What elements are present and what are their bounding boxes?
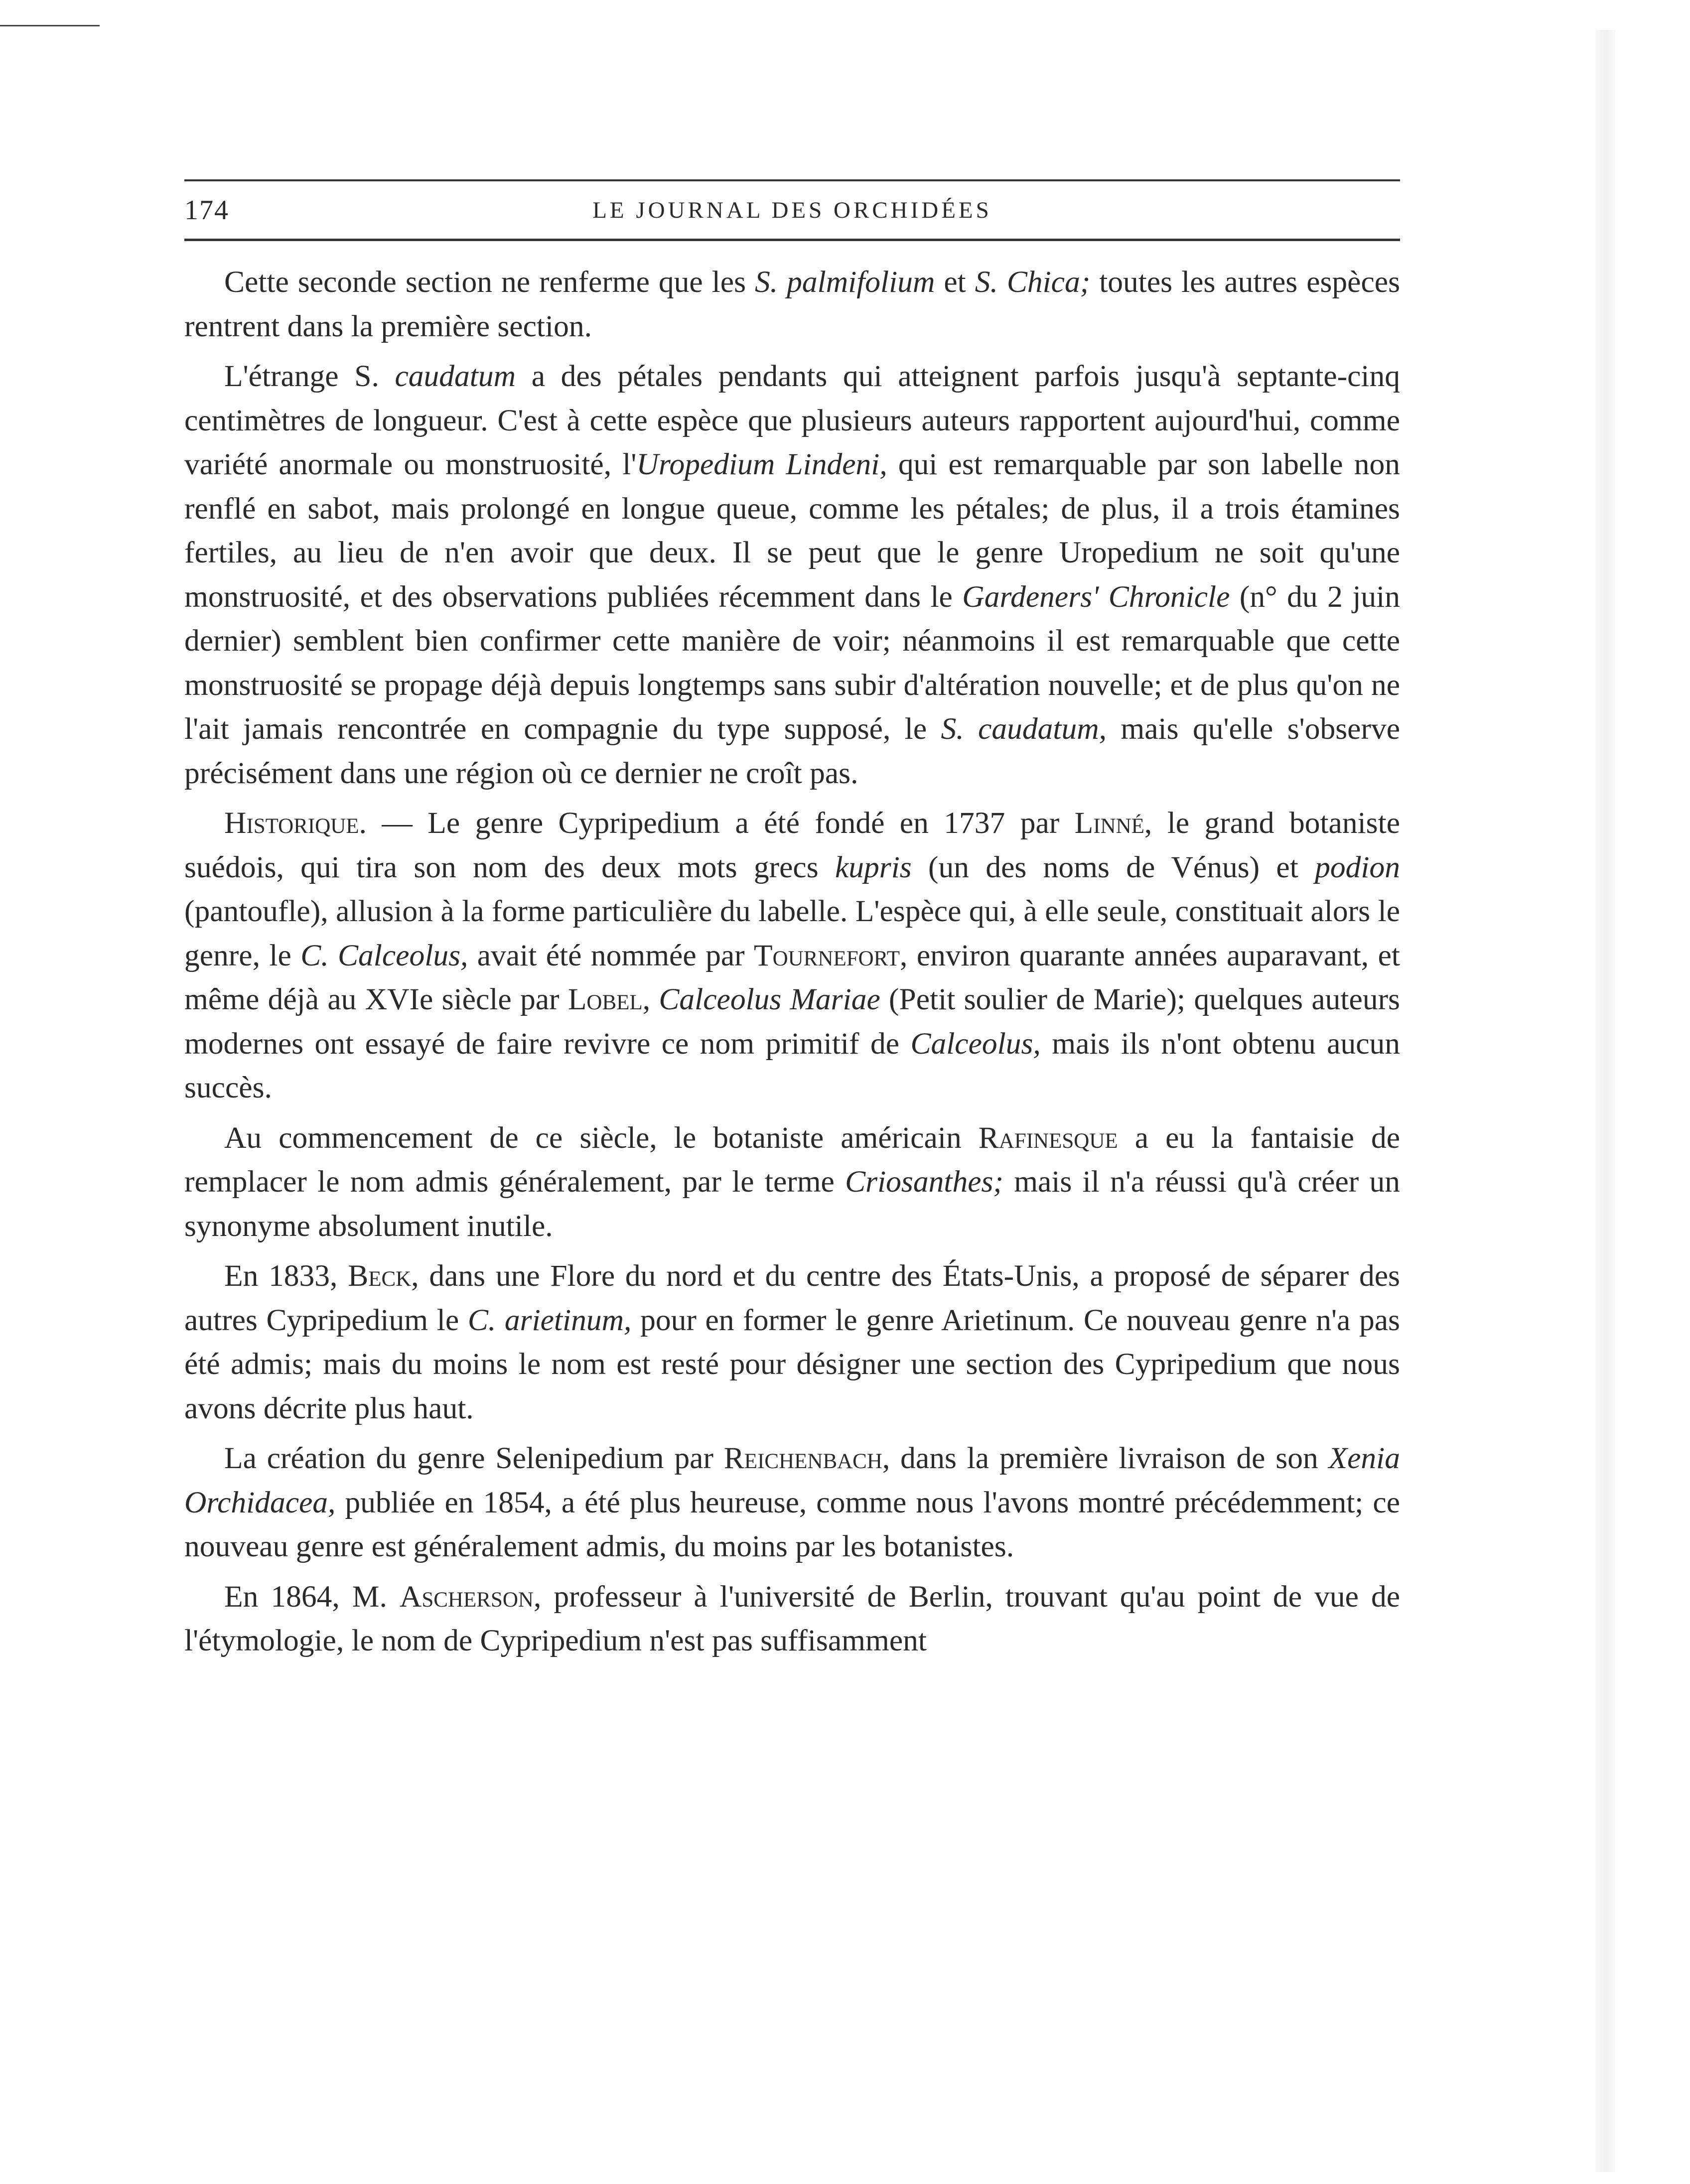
text-run: pour en former le genre Arietinum. Ce nouveau genre n'a pas été admis; mais du moins le nom est resté pour désigner une section des Cypripedium que nous avons décrite plus haut. bbox=[184, 1303, 1400, 1425]
text-run: Cette seconde section ne renferme que les bbox=[224, 265, 755, 299]
italic-text: C. Calceolus, bbox=[300, 938, 468, 972]
small-caps-name: Rafinesque bbox=[978, 1120, 1118, 1155]
paragraph bbox=[184, 1254, 1400, 1430]
text-run: mais ils n'ont obtenu aucun succès. bbox=[184, 1026, 1400, 1104]
text-run: a des pétales pendants qui atteignent parfois jusqu'à septante-cinq centimètres de longueur. C'est à cette espèce que plusieurs auteurs rapportent aujourd'hui, comme variété anormale ou monstruosité, l' bbox=[184, 359, 1401, 481]
text-run: , dans une Flore du nord et du centre des États-Unis, a proposé de séparer des autres Cypripedium le bbox=[184, 1259, 1400, 1337]
small-caps-name: Reichenbach bbox=[723, 1441, 882, 1475]
scan-edge-mark bbox=[0, 25, 100, 26]
italic-text: Xenia Orchidacea, bbox=[184, 1441, 1401, 1519]
italic-text: S. palmifolium bbox=[755, 265, 935, 299]
paragraph bbox=[184, 1116, 1400, 1248]
italic-text: kupris bbox=[835, 850, 912, 884]
italic-text: podion bbox=[1315, 850, 1400, 884]
text-run: avait été nommée par bbox=[468, 938, 754, 972]
page-number: 174 bbox=[184, 194, 229, 226]
paragraph bbox=[184, 354, 1400, 795]
paragraph bbox=[184, 801, 1400, 1110]
header-rule-bottom bbox=[184, 239, 1400, 241]
running-title: LE JOURNAL DES ORCHIDÉES bbox=[592, 197, 992, 223]
italic-text: Calceolus, bbox=[910, 1026, 1041, 1061]
text-run: toutes les autres espèces rentrent dans la première section. bbox=[184, 265, 1401, 343]
paragraph bbox=[184, 1436, 1400, 1569]
text-run: Au commencement de ce siècle, le botaniste américain bbox=[224, 1120, 979, 1155]
paragraph bbox=[184, 260, 1400, 348]
text-run: publiée en 1854, a été plus heureuse, comme nous l'avons montré précédemment; ce nouveau genre est généralement admis, du moins par les botanistes. bbox=[184, 1485, 1400, 1563]
text-run: mais qu'elle s'observe précisément dans une région où ce dernier ne croît pas. bbox=[184, 712, 1401, 790]
text-run: — Le genre Cypripedium a été fondé en 1737 par bbox=[366, 806, 1075, 840]
text-run: , bbox=[642, 982, 659, 1016]
text-run: L'étrange S. bbox=[224, 359, 395, 393]
text-run: mais il n'a réussi qu'à créer un synonyme absolument inutile. bbox=[184, 1165, 1400, 1243]
italic-text: C. arietinum, bbox=[467, 1303, 632, 1337]
paragraph bbox=[184, 1575, 1400, 1663]
italic-text: S. Chica; bbox=[975, 265, 1091, 299]
text-run: , environ quarante années auparavant, et même déjà au XVIe siècle par bbox=[184, 938, 1400, 1016]
text-run: (n° du 2 juin dernier) semblent bien confirmer cette manière de voir; néanmoins il est remarquable que cette monstruosité se propage déjà depuis longtemps sans subir d'altération nouvelle; et de plus qu'on ne l'ait jamais rencontrée en compagnie du type supposé, le bbox=[184, 579, 1400, 746]
small-caps-name: Lobel bbox=[567, 982, 643, 1016]
small-caps-name: Ascherson bbox=[399, 1579, 534, 1614]
small-caps-name: Beck bbox=[348, 1259, 412, 1293]
italic-text: Gardeners' Chronicle bbox=[962, 579, 1230, 614]
italic-text: S. caudatum, bbox=[941, 712, 1107, 746]
running-header bbox=[184, 181, 1400, 239]
text-run: (un des noms de Vénus) et bbox=[911, 850, 1315, 884]
text-run: a eu la fantaisie de remplacer le nom admis généralement, par le terme bbox=[184, 1120, 1400, 1199]
text-run: (pantoufle), allusion à la forme particulière du labelle. L'espèce qui, à elle seule, constituait alors le genre, le bbox=[184, 894, 1400, 972]
text-run: , dans la première livraison de son bbox=[882, 1441, 1329, 1475]
body-text bbox=[184, 260, 1400, 1663]
italic-text: caudatum bbox=[395, 359, 516, 393]
italic-text: Criosanthes; bbox=[845, 1165, 1003, 1199]
text-run: , le grand botaniste suédois, qui tira son nom des deux mots grecs bbox=[184, 806, 1400, 884]
document-page bbox=[184, 164, 1400, 1663]
text-run: En 1864, M. bbox=[224, 1579, 400, 1614]
small-caps-name: Tournefort bbox=[754, 938, 900, 972]
scan-page-edge bbox=[1595, 30, 1615, 2172]
text-run: (Petit soulier de Marie); quelques auteurs modernes ont essayé de faire revivre ce nom primitif de bbox=[184, 982, 1400, 1061]
text-run: qui est remarquable par son labelle non renflé en sabot, mais prolongé en longue queue, comme les pétales; de plus, il a trois étamines fertiles, au lieu de n'en avoir que deux. Il se peut que le genre Uropedium ne soit qu'une monstruosité, et des observations publiées récemment dans le bbox=[184, 447, 1400, 614]
italic-text: Calceolus Mariae bbox=[659, 982, 880, 1016]
small-caps-name: Linné bbox=[1074, 806, 1144, 840]
italic-text: Uropedium Lindeni, bbox=[636, 447, 887, 481]
text-run: En 1833, bbox=[224, 1259, 348, 1293]
text-run: La création du genre Selenipedium par bbox=[224, 1441, 724, 1475]
text-run: et bbox=[935, 265, 975, 299]
small-caps-name: Historique. bbox=[224, 806, 367, 840]
text-run: , professeur à l'université de Berlin, trouvant qu'au point de vue de l'étymologie, le nom de Cypripedium n'est pas suffisamment bbox=[184, 1579, 1401, 1657]
